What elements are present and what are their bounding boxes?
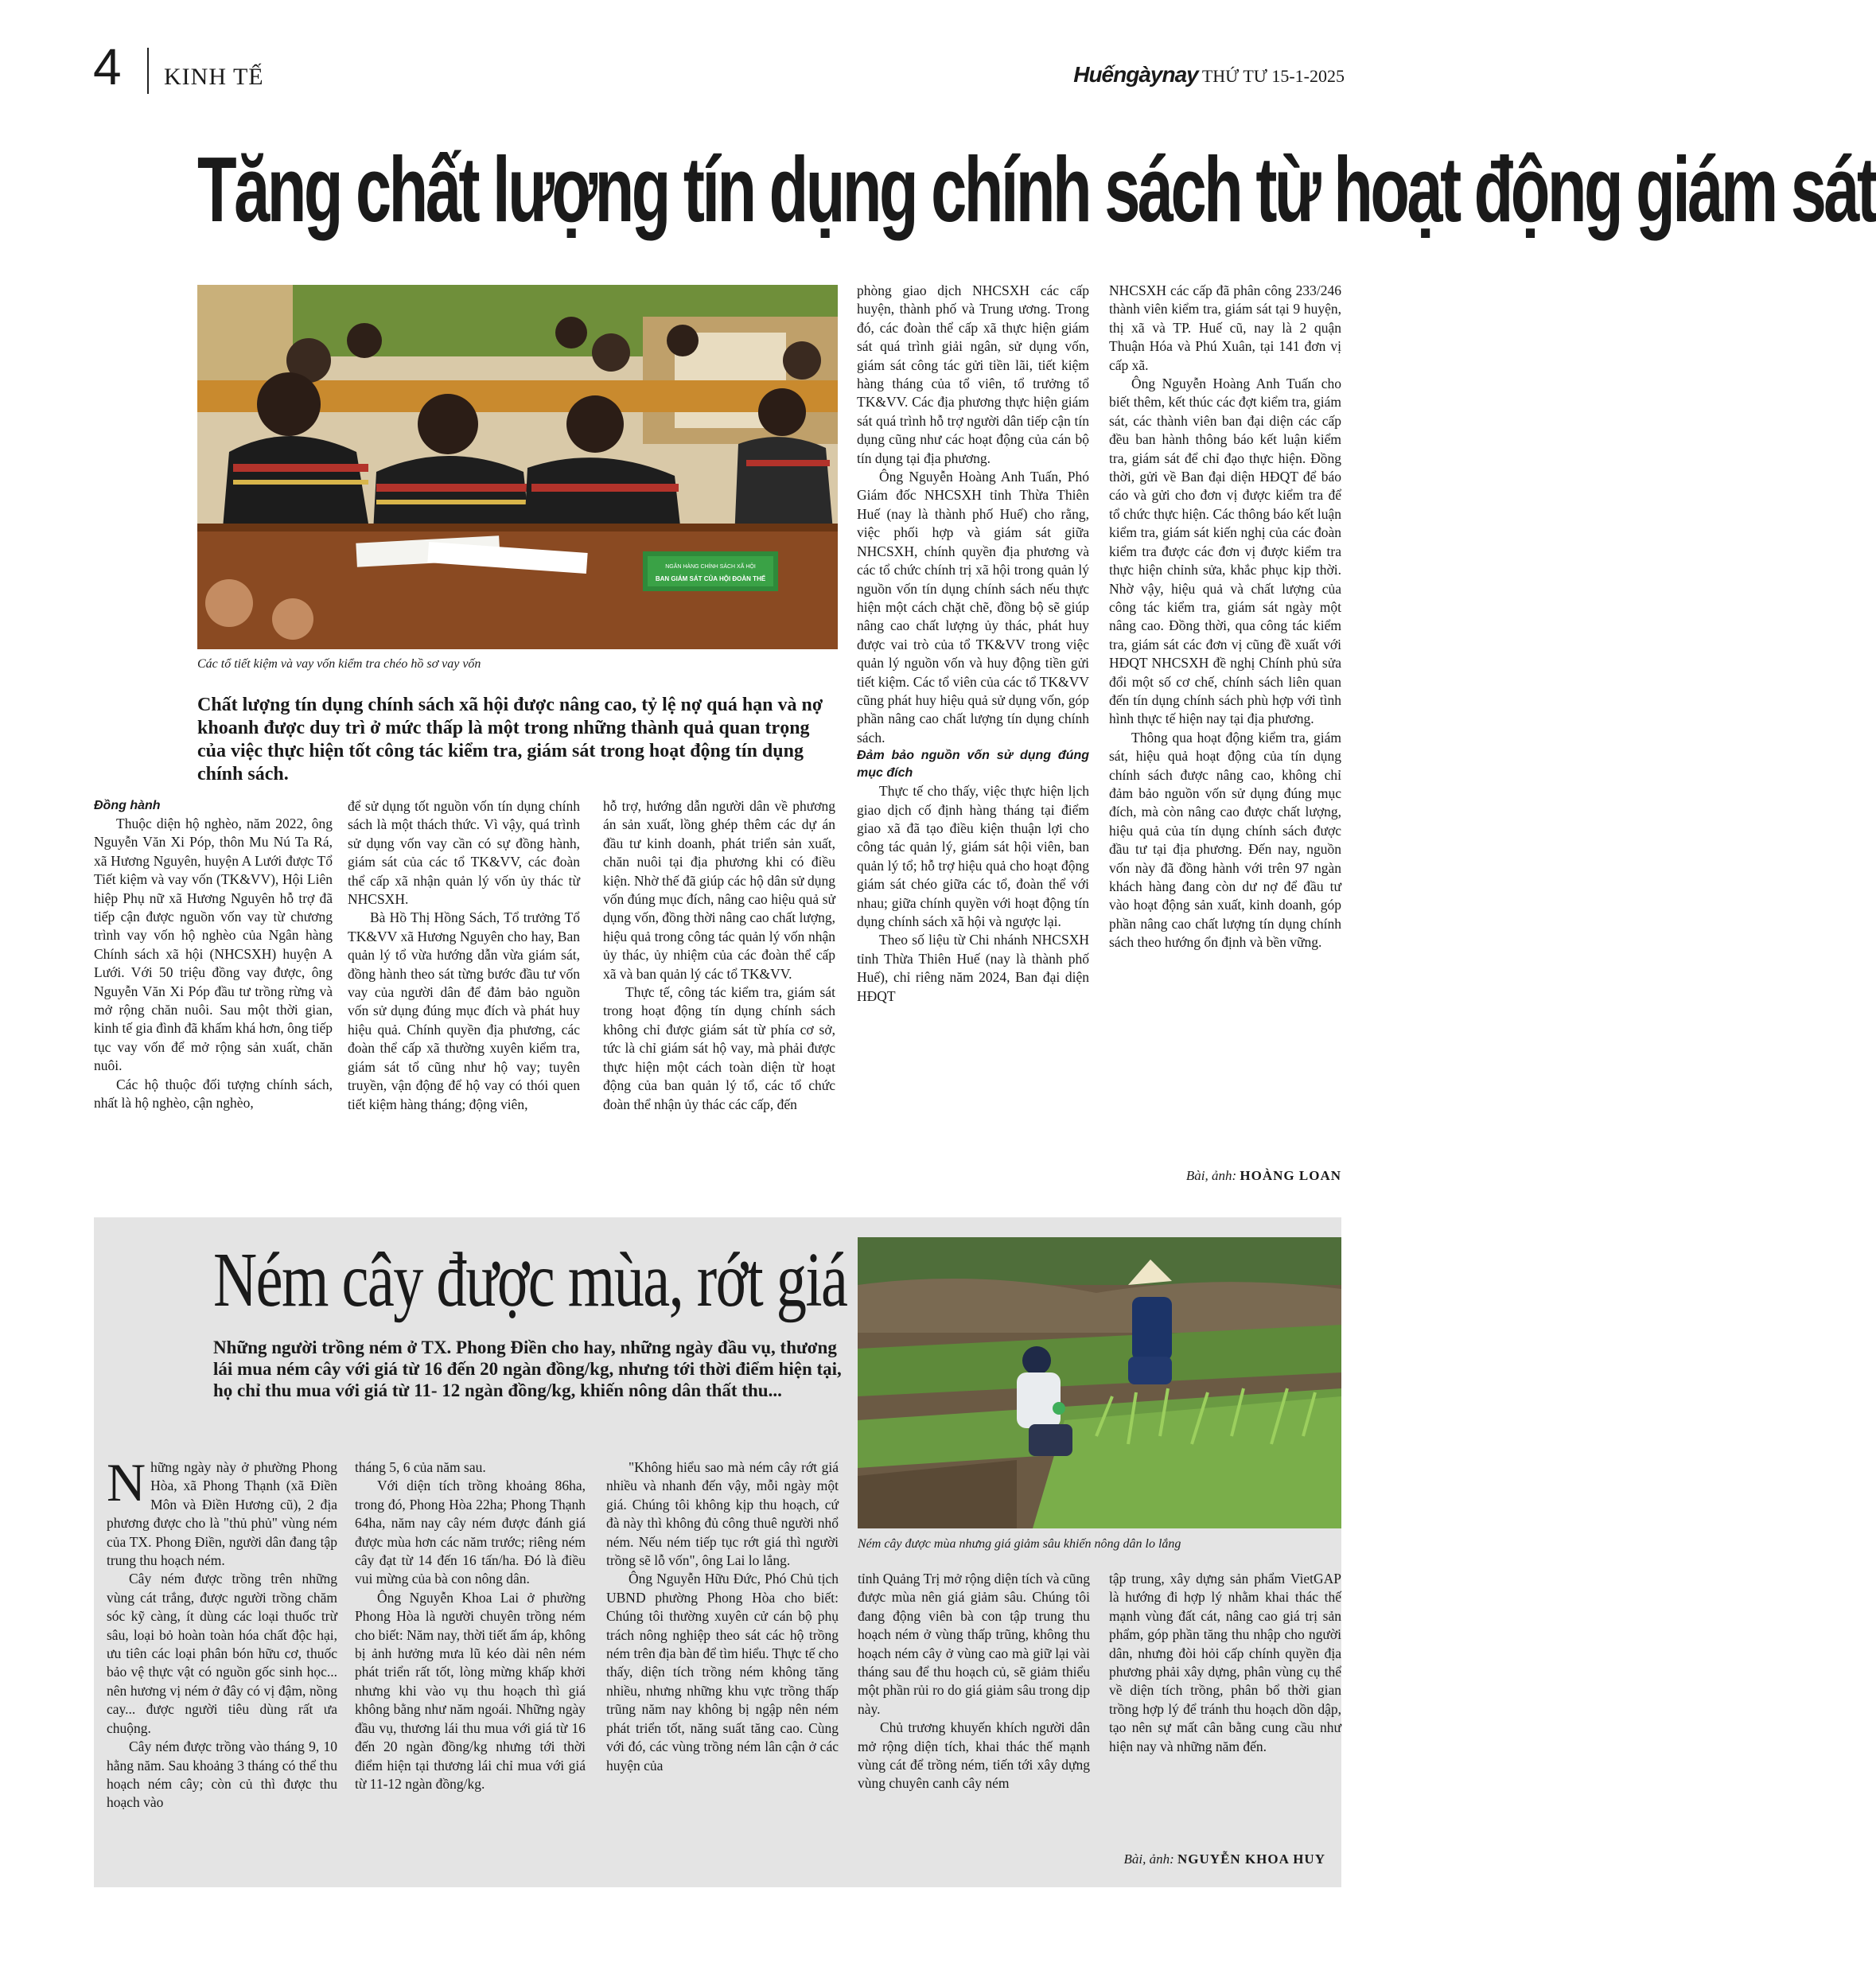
article1-byline bbox=[1109, 1168, 1341, 1184]
article1-sapo: Chất lượng tín dụng chính sách xã hội được nâng cao, tỷ lệ nợ quá hạn và nợ khoanh được duy trì ở mức thấp là một trong những thành quả quan trọng của việc thực hiện tốt công tác kiểm tra, giám sát trong hoạt động tín dụng chính sách. bbox=[197, 695, 823, 785]
article1-col2 bbox=[348, 797, 580, 1114]
paragraph: Thực tế, công tác kiểm tra, giám sát trong hoạt động tín dụng chính sách không chỉ được giám sát từ phía cơ sở, tức là chỉ giám sát hộ vay, mà phải được thực hiện một cách toàn diện từ hoạt động của ban quản lý tổ, các tổ chức đoàn thể nhận ủy thác các cấp, đến bbox=[603, 984, 835, 1112]
masthead-right bbox=[1073, 62, 1345, 88]
article2-col2 bbox=[355, 1458, 586, 1793]
article1-col5 bbox=[1109, 282, 1341, 952]
article1-col1 bbox=[94, 797, 333, 1113]
byline-label: Bài, ảnh: bbox=[1123, 1851, 1174, 1867]
paragraph: Cây ném được trồng trên những vùng cát trắng, được người trồng chăm sóc kỹ càng, ít dùng các loại thuốc trừ sâu, loại bỏ hoàn toàn hóa chất độc hại, ưu tiên các loại phân bón hữu cơ, thuốc bảo vệ thực vật có nguồn gốc sinh học... nên hương vị ném ở đây có vị đậm, nồng cay... được người tiêu dùng rất ưa chuộng. bbox=[107, 1571, 337, 1736]
field-photo-illustration bbox=[858, 1237, 1341, 1528]
article1-photo bbox=[197, 285, 838, 649]
paragraph: Thực tế cho thấy, việc thực hiện lịch giao dịch cố định hàng tháng tại điểm giao xã đã tạo điều kiện thuận lợi cho công tác quản lý, giám sát hội viên, ban quản lý tổ; hỗ trợ hiệu quả cho hoạt động giám sát chéo giữa các tổ, đoàn thể với nhau; giữa chính quyền với hoạt động tín dụng chính sách xã hội và ngược lại. bbox=[857, 783, 1089, 929]
paragraph: Ông Nguyễn Khoa Lai ở phường Phong Hòa là người chuyên trồng ném cho biết: Năm nay, thời tiết ấm áp, không bị ảnh hưởng mưa lũ kéo dài nên ném phát triển rất tốt, lòng mừng khấp khởi nhưng khi vào vụ thu hoạch thì giá không bằng như năm ngoái. Những ngày đầu vụ, thương lái thu mua với giá từ 16 đến 20 ngàn đồng/kg nhưng tới thời điểm hiện tại thương lái chỉ mua với giá từ 11-12 ngàn đồng/kg. bbox=[355, 1589, 586, 1792]
paragraph: Ông Nguyễn Hoàng Anh Tuấn cho biết thêm, kết thúc các đợt kiểm tra, giám sát, các thành viên ban đại diện các cấp đều ban hành thông báo kết luận kiểm tra, giám sát để chỉ đạo thực hiện. Đồng thời, gửi về Ban đại diện HĐQT để báo cáo và gửi cho đơn vị được kiểm tra để tổ chức thực hiện. Các thông báo kết luận kiểm tra, giám sát kiến nghị của các đoàn kiểm tra được các đơn vị được kiểm tra thực hiện chỉnh sửa, khắc phục kịp thời. Nhờ vậy, hiệu quả và chất lượng của công tác kiểm tra, giám sát ngày một nâng cao. Đồng thời, qua công tác kiểm tra, giám sát các đơn vị cũng đề xuất với HĐQT NHCSXH đề nghị Chính phủ sửa đổi một số cơ chế, chính sách liên quan đến tín dụng chính sách phù hợp với tình hình thực tế hiện nay tại địa phương. bbox=[1109, 376, 1341, 727]
article1-col3 bbox=[603, 797, 835, 1114]
paragraph: Thông qua hoạt động kiểm tra, giám sát, hiệu quả hoạt động của tín dụng chính sách được nâng cao, không chỉ đảm bảo nguồn vốn sử dụng đúng mục đích, mà còn nâng cao được chất lượng, hiệu quả của tín dụng chính sách được đầu tư tại địa phương. Đến nay, nguồn vốn này đã đồng hành với trên 97 ngàn khách hàng đang còn dư nợ để đầu tư vào hoạt động sản xuất, kinh doanh, góp phần nâng cao chất lượng tín dụng chính sách theo hướng ổn định và bền vững. bbox=[1109, 729, 1341, 951]
section-title: KINH TẾ bbox=[164, 64, 264, 90]
paragraph: để sử dụng tốt nguồn vốn tín dụng chính sách là một thách thức. Vì vậy, quá trình sử dụng vốn vay cần có sự đồng hành, giám sát của các tổ TK&VV, các đoàn thể cấp xã nhận quản lý vốn ủy thác từ NHCSXH. bbox=[348, 798, 580, 908]
paragraph: NHCSXH các cấp đã phân công 233/246 thành viên kiểm tra, giám sát tại 9 huyện, thị xã và TP. Huế cũ, nay là 2 quận Thuận Hóa và Phú Xuân, tại 141 đơn vị cấp xã. bbox=[1109, 282, 1341, 373]
article2-col4 bbox=[858, 1570, 1090, 1793]
byline-author: NGUYỄN KHOA HUY bbox=[1177, 1851, 1325, 1867]
article2-photo bbox=[858, 1237, 1341, 1528]
paragraph: Thuộc diện hộ nghèo, năm 2022, ông Nguyễn Văn Xi Póp, thôn Mu Nú Ta Rá, xã Hương Nguyên, huyện A Lưới được Tổ Tiết kiệm và vay vốn (TK&VV), Hội Liên hiệp Phụ nữ xã Hương Nguyên hỗ trợ đã tiếp cận được nguồn vốn vay từ chương trình vay vốn hộ nghèo của Ngân hàng Chính sách xã hội (NHCSXH) huyện A Lưới. Với 50 triệu đồng vay được, ông Nguyễn Văn Xi Póp đầu tư trồng rừng và mở rộng chăn nuôi. Sau một thời gian, kinh tế gia đình đã khấm khá hơn, ông tiếp tục vay vốn để mở rộng sản xuất, chăn nuôi. bbox=[94, 816, 333, 1074]
article2-caption: Ném cây được mùa nhưng giá giảm sâu khiến nông dân lo lắng bbox=[858, 1537, 1181, 1551]
byline-author: HOÀNG LOAN bbox=[1240, 1168, 1341, 1183]
article2-headline: Ném cây được mùa, rớt giá bbox=[213, 1237, 847, 1323]
paragraph: tỉnh Quảng Trị mở rộng diện tích và cũng được mùa nên giá giảm sâu. Chúng tôi đang động viên bà con tập trung thu hoạch ném ở vùng thấp trũng, không thu hoạch ném cây ở vùng cao mà giữ lại vài tháng sau để thu hoạch củ, sẽ giảm thiểu một phần rủi ro do giá giảm sâu trong dịp này. bbox=[858, 1571, 1090, 1717]
paragraph: Với diện tích trồng khoảng 86ha, trong đó, Phong Hòa 22ha; Phong Thạnh 64ha, năm nay cây ném được đánh giá được mùa hơn các năm trước; riêng ném cây đạt từ 14 đến 16 tấn/ha. Đó là điều vui mừng của bà con nông dân. bbox=[355, 1478, 586, 1587]
paragraph: "Không hiểu sao mà ném cây rớt giá nhiều và nhanh đến vậy, mỗi ngày một giá. Chúng tôi không kịp thu hoạch, cứ đà này thì không đủ công thuê người nhổ ném. Nếu ném tiếp tục rớt giá thì người trồng sẽ lỗ vốn", ông Lai lo lắng. bbox=[606, 1459, 839, 1569]
page-number: 4 bbox=[93, 38, 122, 95]
paragraph: hững ngày này ở phường Phong Hòa, xã Phong Thạnh (xã Điền Môn và Điền Hương cũ), 2 địa phương được cho là "thủ phủ" vùng ném của TX. Phong Điền, người dân đang tập trung thu hoạch ném. bbox=[107, 1459, 337, 1569]
paragraph: tập trung, xây dựng sản phẩm VietGAP là hướng đi hợp lý nhằm khai thác thế mạnh vùng đất cát, nâng cao giá trị sản phẩm, góp phần tăng thu nhập cho người dân, nhưng đòi hỏi cấp chính quyền địa phương phải xây dựng, phân vùng cụ thể về diện tích trồng, phân bổ thời gian trồng hợp lý để tránh thu hoạch dồn dập, tạo nên sự mất cân bằng cung cầu như hiện nay và những năm đến. bbox=[1109, 1571, 1341, 1754]
sign-line2: BAN GIÁM SÁT CỦA HỘI ĐOÀN THỂ bbox=[655, 575, 766, 582]
paragraph: Ông Nguyễn Hoàng Anh Tuấn, Phó Giám đốc NHCSXH tỉnh Thừa Thiên Huế (nay là thành phố Huế) cho rằng, việc phối hợp và giám sát giữa NHCSXH, chính quyền địa phương và các tổ chức chính trị xã hội trong quản lý nguồn vốn tín dụng chính sách nếu thực hiện một cách chặt chẽ, đồng bộ sẽ giúp nâng cao chất lượng ủy thác, phát huy được vai trò của tổ TK&VV trong việc quản lý nguồn vốn và huy động tiền gửi tiết kiệm. Các tổ viên của các tổ TK&VV cũng phát huy hiệu quả sử dụng vốn, góp phần nâng cao chất lượng tín dụng chính sách. bbox=[857, 469, 1089, 746]
paragraph: phòng giao dịch NHCSXH các cấp huyện, thành phố và Trung ương. Trong đó, các đoàn thể cấp xã thực hiện giám sát quá trình giải ngân, sử dụng vốn, giám sát công tác gửi tiền lãi, tiết kiệm hàng tháng của tổ viên, tổ trưởng tổ TK&VV. Các địa phương thực hiện giám sát quá trình hỗ trợ người dân tiếp cận tín dụng cũng như các hoạt động của cán bộ tín dụng tại địa phương. bbox=[857, 282, 1089, 466]
paragraph: Ông Nguyễn Hữu Đức, Phó Chủ tịch UBND phường Phong Hòa cho biết: Chúng tôi thường xuyên cử cán bộ phụ trách nông nghiệp theo sát các hộ trồng ném trên địa bàn để tìm hiểu. Thực tế cho thấy, diện tích trồng ném không tăng nhiều, nhưng những khu vực trồng thấp trũng năm nay không bị ngập nên ném phát triển tốt, năng suất tăng cao. Cùng với đó, các vùng trồng ném lân cận ở các huyện của bbox=[606, 1571, 839, 1773]
article1-subhead1: Đồng hành bbox=[94, 799, 161, 812]
paragraph: Cây ném được trồng vào tháng 9, 10 hằng năm. Sau khoảng 3 tháng có thể thu hoạch ném cây; còn củ thì được thu hoạch vào bbox=[107, 1738, 337, 1811]
sign-line1: NGÂN HÀNG CHÍNH SÁCH XÃ HỘI bbox=[665, 564, 756, 570]
article1-subhead2: Đảm bảo nguồn vốn sử dụng đúng mục đích bbox=[857, 749, 1089, 781]
article1-col4 bbox=[857, 282, 1089, 1006]
meeting-photo-illustration bbox=[197, 285, 838, 649]
paragraph: Theo số liệu từ Chi nhánh NHCSXH tỉnh Thừa Thiên Huế (nay là thành phố Huế), chỉ riêng năm 2024, Ban đại diện HĐQT bbox=[857, 932, 1089, 1004]
paragraph: Các hộ thuộc đối tượng chính sách, nhất là hộ nghèo, cận nghèo, bbox=[94, 1076, 333, 1112]
paragraph: tháng 5, 6 của năm sau. bbox=[355, 1459, 486, 1475]
issue-date: THỨ TƯ 15-1-2025 bbox=[1201, 66, 1345, 86]
paragraph: Chủ trương khuyến khích người dân mở rộng diện tích, khai thác thế mạnh vùng cát để trồng ném, tiến tới xây dựng vùng chuyên canh cây ném bbox=[858, 1719, 1090, 1792]
dropcap: N bbox=[107, 1452, 146, 1513]
article1-headline: Tăng chất lượng tín dụng chính sách từ hoạt động giám sát bbox=[197, 138, 1876, 241]
article2-col1 bbox=[107, 1452, 337, 1812]
article2-col3 bbox=[606, 1458, 839, 1775]
byline-label: Bài, ảnh: bbox=[1185, 1168, 1237, 1183]
article1-caption: Các tổ tiết kiệm và vay vốn kiểm tra chéo hồ sơ vay vốn bbox=[197, 657, 481, 671]
article2-sapo: Những người trồng ném ở TX. Phong Điền cho hay, những ngày đầu vụ, thương lái mua ném cây với giá từ 16 đến 20 ngàn đồng/kg, nhưng tới thời điểm hiện tại, họ chỉ thu mua với giá từ 11- 12 ngàn đồng/kg, khiến nông dân thất thu... bbox=[213, 1337, 842, 1400]
masthead-divider bbox=[147, 48, 149, 94]
article2-col5 bbox=[1109, 1570, 1341, 1756]
article2-byline bbox=[1109, 1851, 1325, 1867]
paragraph: Bà Hồ Thị Hồng Sách, Tổ trưởng Tổ TK&VV xã Hương Nguyên cho hay, Ban quản lý tổ vừa hướng dẫn vừa giám sát, đồng hành theo sát từng bước đầu tư vốn vay của người dân để đảm bảo nguồn vốn sử dụng đúng mục đích và phát huy hiệu quả. Chính quyền địa phương, các đoàn thể cấp xã thường xuyên kiểm tra, giám sát tổ cũng như hộ vay; tuyên truyền, vận động để hộ vay có thói quen tiết kiệm hàng tháng; động viên, bbox=[348, 909, 580, 1112]
paragraph: hỗ trợ, hướng dẫn người dân về phương án sản xuất, lồng ghép thêm các dự án đầu tư kinh doanh, phát triển sản xuất, chăn nuôi tại địa phương khi có điều kiện. Nhờ thế đã giúp các hộ dân sử dụng vốn đúng mục đích, nâng cao hiệu quả sử dụng vốn, đồng thời nâng cao chất lượng, hiệu quả trong công tác quản lý vốn nhận ủy thác, ủy nhiệm của các đoàn thể cấp xã và ban quản lý các tổ TK&VV. bbox=[603, 798, 835, 982]
newspaper-brand: Huếngàynay bbox=[1073, 62, 1198, 87]
